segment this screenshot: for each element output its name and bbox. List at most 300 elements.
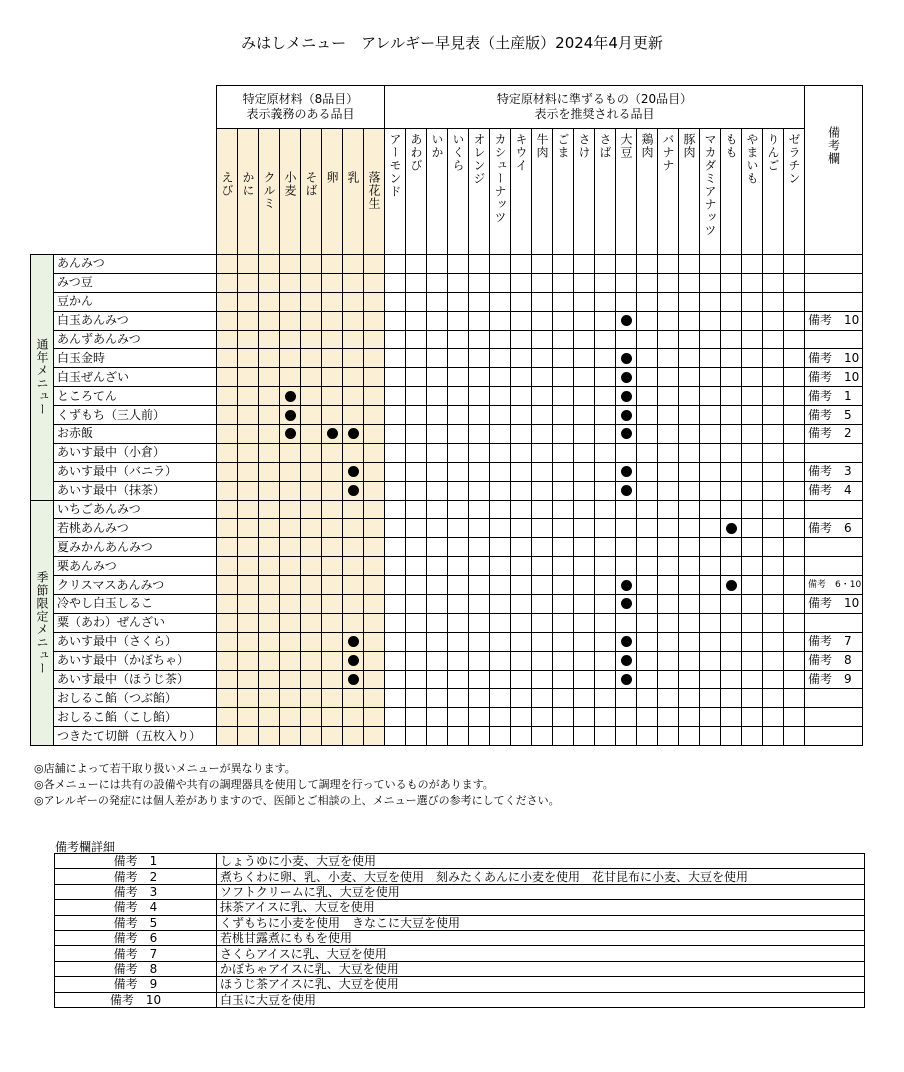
- allergen-cell: [784, 425, 805, 444]
- allergen-cell: [490, 538, 511, 557]
- allergen-cell: [238, 406, 259, 425]
- allergen-cell: [763, 727, 784, 746]
- allergen-cell: [238, 443, 259, 462]
- allergen-cell: [700, 689, 721, 708]
- allergen-cell: [511, 519, 532, 538]
- menu-item-name: あいす最中（ほうじ茶）: [54, 670, 217, 689]
- allergen-header: [238, 129, 259, 255]
- allergen-cell: [532, 670, 553, 689]
- allergen-cell: [217, 273, 238, 292]
- allergen-cell: [280, 670, 301, 689]
- allergen-cell: [427, 613, 448, 632]
- allergen-cell: [322, 311, 343, 330]
- allergen-cell: [280, 406, 301, 425]
- allergen-cell: [427, 273, 448, 292]
- allergen-cell: [679, 330, 700, 349]
- allergen-cell: [742, 368, 763, 387]
- allergen-cell: [553, 406, 574, 425]
- allergen-cell: [700, 632, 721, 651]
- allergen-cell: [553, 462, 574, 481]
- allergen-cell: [322, 557, 343, 576]
- allergen-cell: [700, 519, 721, 538]
- allergen-cell: [784, 255, 805, 274]
- allergen-cell: [238, 632, 259, 651]
- allergen-cell: [532, 349, 553, 368]
- allergen-cell: [343, 500, 364, 519]
- allergen-cell: [784, 292, 805, 311]
- allergen-cell: [385, 689, 406, 708]
- allergen-cell: [574, 519, 595, 538]
- remarks-table: [54, 853, 865, 1008]
- allergen-cell: [322, 632, 343, 651]
- allergen-cell: [742, 255, 763, 274]
- allergen-cell: [637, 632, 658, 651]
- allergen-cell: [448, 330, 469, 349]
- allergen-cell: [427, 387, 448, 406]
- allergen-cell: [763, 632, 784, 651]
- allergen-cell: [595, 255, 616, 274]
- allergen-cell: [406, 387, 427, 406]
- allergen-cell: [637, 613, 658, 632]
- allergen-cell: [511, 311, 532, 330]
- allergen-cell: [679, 425, 700, 444]
- allergen-cell: [574, 689, 595, 708]
- allergen-name: えび: [220, 171, 234, 197]
- allergen-cell: [280, 595, 301, 614]
- allergen-cell: [469, 727, 490, 746]
- allergen-cell: [343, 349, 364, 368]
- menu-item-note: 備考 6・10: [805, 576, 863, 595]
- allergen-cell: [742, 538, 763, 557]
- allergen-cell: [385, 651, 406, 670]
- allergen-cell: [364, 519, 385, 538]
- menu-item-note: 備考 5: [805, 406, 863, 425]
- allergen-cell: [301, 387, 322, 406]
- allergen-cell: [301, 406, 322, 425]
- allergen-cell: [238, 613, 259, 632]
- contains-dot-icon: [621, 655, 632, 666]
- allergen-cell: [763, 670, 784, 689]
- allergen-cell: [301, 727, 322, 746]
- allergen-cell: [784, 613, 805, 632]
- allergen-cell: [385, 632, 406, 651]
- remarks-key: 備考 6: [55, 930, 217, 945]
- allergen-cell: [532, 406, 553, 425]
- allergen-cell: [364, 538, 385, 557]
- menu-item-note: 備考 3: [805, 462, 863, 481]
- allergen-cell: [637, 292, 658, 311]
- allergen-cell: [742, 462, 763, 481]
- allergen-cell: [322, 406, 343, 425]
- allergen-cell: [679, 481, 700, 500]
- allergen-cell: [280, 632, 301, 651]
- allergen-cell: [616, 368, 637, 387]
- allergen-cell: [490, 500, 511, 519]
- allergen-cell: [406, 481, 427, 500]
- allergen-cell: [553, 538, 574, 557]
- footnote: ◎店舗によって若干取り扱いメニューが異なります。: [34, 762, 296, 775]
- allergen-cell: [238, 292, 259, 311]
- allergen-cell: [427, 255, 448, 274]
- allergen-cell: [301, 576, 322, 595]
- allergen-cell: [553, 670, 574, 689]
- allergen-cell: [469, 443, 490, 462]
- allergen-cell: [259, 557, 280, 576]
- allergen-cell: [553, 651, 574, 670]
- allergen-name: もも: [724, 133, 738, 159]
- allergen-cell: [532, 727, 553, 746]
- allergen-cell: [553, 557, 574, 576]
- remarks-key: 備考 3: [55, 884, 217, 899]
- allergen-cell: [553, 425, 574, 444]
- allergen-cell: [280, 462, 301, 481]
- allergen-cell: [637, 727, 658, 746]
- contains-dot-icon: [348, 466, 359, 477]
- allergen-cell: [427, 292, 448, 311]
- allergen-cell: [217, 519, 238, 538]
- allergen-cell: [427, 406, 448, 425]
- allergen-cell: [301, 595, 322, 614]
- allergen-cell: [595, 689, 616, 708]
- allergen-cell: [637, 576, 658, 595]
- allergen-cell: [784, 632, 805, 651]
- allergen-cell: [637, 689, 658, 708]
- allergen-cell: [721, 349, 742, 368]
- allergen-cell: [553, 632, 574, 651]
- allergen-header: [469, 129, 490, 255]
- allergen-cell: [511, 576, 532, 595]
- allergen-cell: [385, 595, 406, 614]
- allergen-cell: [658, 481, 679, 500]
- table-row: [31, 632, 863, 651]
- allergen-cell: [511, 292, 532, 311]
- remarks-text: しょうゆに小麦、大豆を使用: [217, 854, 865, 869]
- allergen-cell: [658, 330, 679, 349]
- allergen-cell: [763, 538, 784, 557]
- allergen-cell: [301, 519, 322, 538]
- allergen-cell: [721, 255, 742, 274]
- allergen-cell: [700, 576, 721, 595]
- remarks-text: 煮ちくわに卵、乳、小麦、大豆を使用 刻みたくあんに小麦を使用 花甘昆布に小麦、大豆を使用: [217, 869, 865, 884]
- allergen-cell: [259, 632, 280, 651]
- allergen-cell: [301, 255, 322, 274]
- allergen-cell: [574, 330, 595, 349]
- allergen-cell: [532, 538, 553, 557]
- allergen-cell: [532, 708, 553, 727]
- allergen-cell: [658, 292, 679, 311]
- allergen-cell: [490, 462, 511, 481]
- menu-group-label: [31, 255, 54, 501]
- allergen-cell: [259, 349, 280, 368]
- allergen-cell: [658, 727, 679, 746]
- allergen-cell: [469, 273, 490, 292]
- allergen-cell: [700, 273, 721, 292]
- allergen-cell: [742, 689, 763, 708]
- allergen-header: [637, 129, 658, 255]
- allergen-cell: [658, 632, 679, 651]
- allergen-cell: [448, 500, 469, 519]
- allergen-cell: [784, 462, 805, 481]
- allergen-cell: [217, 708, 238, 727]
- remarks-key: 備考 10: [55, 992, 217, 1007]
- allergen-cell: [784, 387, 805, 406]
- allergen-cell: [616, 292, 637, 311]
- allergen-cell: [301, 557, 322, 576]
- menu-item-name: クリスマスあんみつ: [54, 576, 217, 595]
- allergen-cell: [259, 613, 280, 632]
- allergen-cell: [679, 500, 700, 519]
- allergen-cell: [322, 349, 343, 368]
- allergen-cell: [574, 349, 595, 368]
- allergen-cell: [259, 500, 280, 519]
- allergen-cell: [490, 632, 511, 651]
- allergen-cell: [511, 406, 532, 425]
- allergen-cell: [490, 311, 511, 330]
- contains-dot-icon: [621, 315, 632, 326]
- allergen-cell: [322, 670, 343, 689]
- allergen-cell: [721, 425, 742, 444]
- allergen-cell: [490, 708, 511, 727]
- allergen-cell: [742, 708, 763, 727]
- allergen-cell: [532, 368, 553, 387]
- allergen-cell: [679, 255, 700, 274]
- allergen-cell: [658, 500, 679, 519]
- allergen-cell: [301, 368, 322, 387]
- allergen-cell: [616, 576, 637, 595]
- allergen-cell: [742, 273, 763, 292]
- remarks-row: [55, 946, 865, 961]
- allergen-cell: [280, 519, 301, 538]
- allergen-cell: [532, 311, 553, 330]
- allergen-cell: [322, 273, 343, 292]
- remarks-header-label: 備考欄: [826, 126, 841, 165]
- allergen-cell: [679, 651, 700, 670]
- allergen-cell: [385, 406, 406, 425]
- allergen-cell: [721, 500, 742, 519]
- allergen-cell: [658, 670, 679, 689]
- allergen-cell: [385, 481, 406, 500]
- allergen-cell: [385, 292, 406, 311]
- allergen-header: [616, 129, 637, 255]
- allergen-cell: [280, 689, 301, 708]
- allergen-cell: [553, 273, 574, 292]
- allergen-cell: [553, 311, 574, 330]
- allergen-cell: [280, 443, 301, 462]
- allergen-cell: [616, 255, 637, 274]
- remarks-row: [55, 915, 865, 930]
- allergen-cell: [469, 255, 490, 274]
- allergen-cell: [490, 406, 511, 425]
- allergen-cell: [511, 651, 532, 670]
- allergen-cell: [238, 330, 259, 349]
- allergen-cell: [658, 387, 679, 406]
- table-row: [31, 538, 863, 557]
- allergen-cell: [280, 311, 301, 330]
- allergen-cell: [700, 595, 721, 614]
- allergen-cell: [784, 349, 805, 368]
- allergen-cell: [280, 255, 301, 274]
- allergen-header: [763, 129, 784, 255]
- allergen-cell: [679, 576, 700, 595]
- allergen-cell: [217, 576, 238, 595]
- allergen-cell: [364, 462, 385, 481]
- allergen-cell: [700, 670, 721, 689]
- allergen-cell: [385, 576, 406, 595]
- allergen-cell: [448, 311, 469, 330]
- allergen-cell: [679, 387, 700, 406]
- allergen-cell: [385, 727, 406, 746]
- allergen-cell: [700, 557, 721, 576]
- allergen-cell: [469, 462, 490, 481]
- allergen-cell: [574, 462, 595, 481]
- allergen-name: オレンジ: [472, 133, 486, 185]
- allergen-cell: [553, 443, 574, 462]
- allergen-cell: [385, 519, 406, 538]
- allergen-cell: [259, 670, 280, 689]
- allergen-cell: [406, 595, 427, 614]
- allergen-cell: [469, 368, 490, 387]
- menu-item-name: みつ豆: [54, 273, 217, 292]
- contains-dot-icon: [621, 410, 632, 421]
- menu-item-note: 備考 10: [805, 349, 863, 368]
- allergen-cell: [721, 462, 742, 481]
- allergen-cell: [658, 255, 679, 274]
- allergen-cell: [721, 670, 742, 689]
- allergen-name: 豚肉: [682, 133, 696, 159]
- allergen-cell: [511, 425, 532, 444]
- allergen-cell: [427, 576, 448, 595]
- table-row: [31, 255, 863, 274]
- allergen-cell: [427, 670, 448, 689]
- allergen-cell: [469, 651, 490, 670]
- allergen-cell: [595, 708, 616, 727]
- allergen-cell: [217, 368, 238, 387]
- allergen-cell: [343, 255, 364, 274]
- allergen-cell: [700, 255, 721, 274]
- allergen-cell: [616, 425, 637, 444]
- footnote: ◎アレルギーの発症には個人差がありますので、医師とご相談の上、メニュー選びの参考にしてください。: [34, 794, 560, 807]
- allergen-cell: [406, 292, 427, 311]
- allergen-cell: [448, 349, 469, 368]
- allergen-cell: [679, 632, 700, 651]
- allergen-cell: [595, 613, 616, 632]
- remarks-row: [55, 930, 865, 945]
- remarks-text: 抹茶アイスに乳、大豆を使用: [217, 900, 865, 915]
- allergen-cell: [406, 462, 427, 481]
- allergen-cell: [490, 689, 511, 708]
- allergen-cell: [574, 727, 595, 746]
- allergen-cell: [343, 481, 364, 500]
- allergen-cell: [448, 387, 469, 406]
- allergen-cell: [511, 708, 532, 727]
- allergen-cell: [595, 557, 616, 576]
- allergen-cell: [217, 632, 238, 651]
- allergen-cell: [364, 613, 385, 632]
- allergen-cell: [238, 387, 259, 406]
- allergen-cell: [217, 443, 238, 462]
- allergen-name: いか: [430, 133, 444, 159]
- remarks-text: 若桃甘露煮にももを使用: [217, 930, 865, 945]
- table-row: [31, 576, 863, 595]
- allergen-cell: [490, 727, 511, 746]
- allergen-cell: [385, 462, 406, 481]
- allergen-cell: [259, 651, 280, 670]
- allergen-cell: [511, 670, 532, 689]
- allergen-cell: [322, 651, 343, 670]
- allergen-header: [364, 129, 385, 255]
- allergen-cell: [406, 330, 427, 349]
- allergen-cell: [595, 670, 616, 689]
- table-row: [31, 349, 863, 368]
- allergen-cell: [721, 689, 742, 708]
- allergen-cell: [784, 708, 805, 727]
- allergen-cell: [448, 425, 469, 444]
- allergen-header: [532, 129, 553, 255]
- allergen-cell: [721, 330, 742, 349]
- menu-item-name: 白玉あんみつ: [54, 311, 217, 330]
- allergen-cell: [259, 595, 280, 614]
- allergen-cell: [385, 368, 406, 387]
- allergen-cell: [679, 708, 700, 727]
- allergen-cell: [532, 292, 553, 311]
- allergen-header: [679, 129, 700, 255]
- allergen-cell: [490, 595, 511, 614]
- allergen-cell: [385, 330, 406, 349]
- allergen-cell: [532, 651, 553, 670]
- allergen-cell: [742, 311, 763, 330]
- allergen-cell: [406, 273, 427, 292]
- allergen-cell: [784, 557, 805, 576]
- allergen-cell: [427, 519, 448, 538]
- allergen-cell: [784, 406, 805, 425]
- menu-item-note: 備考 2: [805, 425, 863, 444]
- allergen-cell: [721, 368, 742, 387]
- allergen-name: 卵: [325, 171, 339, 184]
- allergen-cell: [763, 255, 784, 274]
- allergen-cell: [553, 727, 574, 746]
- allergen-cell: [784, 727, 805, 746]
- allergen-cell: [364, 292, 385, 311]
- contains-dot-icon: [348, 674, 359, 685]
- allergen-cell: [595, 406, 616, 425]
- allergen-cell: [364, 670, 385, 689]
- allergen-cell: [385, 557, 406, 576]
- allergen-cell: [490, 387, 511, 406]
- allergen-cell: [763, 311, 784, 330]
- allergen-cell: [742, 481, 763, 500]
- allergen-cell: [700, 462, 721, 481]
- allergen-header: [343, 129, 364, 255]
- allergen-cell: [490, 576, 511, 595]
- allergen-cell: [280, 349, 301, 368]
- allergen-cell: [700, 651, 721, 670]
- allergen-cell: [364, 311, 385, 330]
- allergen-cell: [322, 538, 343, 557]
- allergen-cell: [238, 500, 259, 519]
- allergen-cell: [637, 349, 658, 368]
- allergen-cell: [469, 330, 490, 349]
- menu-item-note: 備考 1: [805, 387, 863, 406]
- allergen-cell: [280, 538, 301, 557]
- allergen-cell: [721, 519, 742, 538]
- allergen-cell: [700, 406, 721, 425]
- allergen-cell: [469, 538, 490, 557]
- allergen-cell: [784, 481, 805, 500]
- allergen-cell: [763, 557, 784, 576]
- contains-dot-icon: [348, 428, 359, 439]
- allergen-cell: [343, 387, 364, 406]
- contains-dot-icon: [621, 674, 632, 685]
